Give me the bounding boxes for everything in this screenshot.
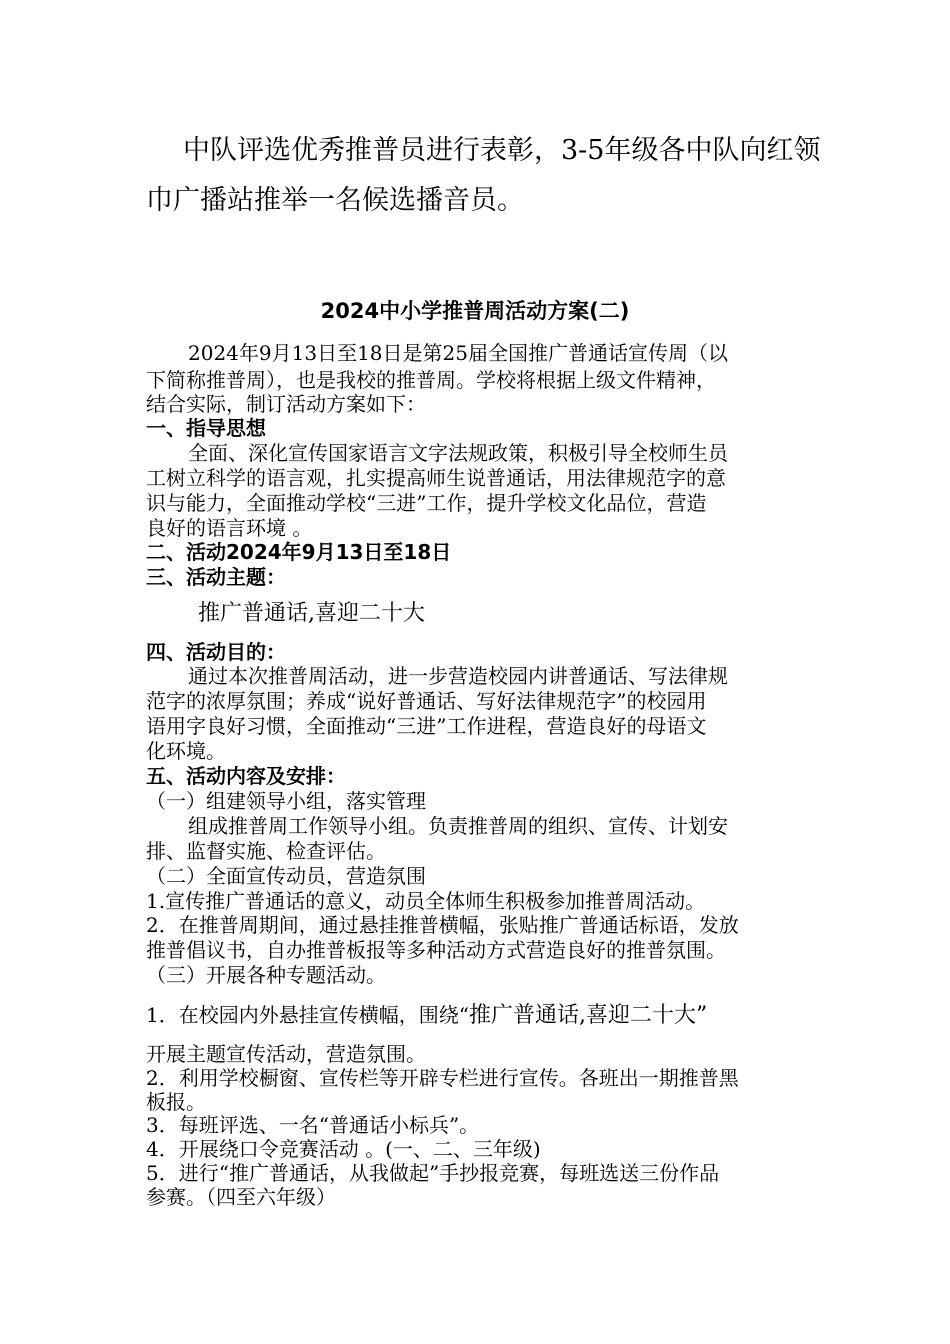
section-2-heading: 二、活动2024年9月13日至18日: [146, 540, 452, 564]
intro-line-2: 下简称推普周），也是我校的推普周。学校将根据上级文件精神，: [146, 368, 716, 392]
section-4-heading: 四、活动目的：: [146, 640, 286, 664]
section-1-line-3: 识与能力，全面推动学校“三进”工作，提升学校文化品位，营造: [146, 491, 707, 515]
subsection-1-line-1: 组成推普周工作领导小组。负责推普周的组织、宣传、计划安: [188, 814, 728, 838]
activity-item-5-cont: 参赛。（四至六年级）: [146, 1185, 336, 1209]
section-1-line-2: 工树立科学的语言观，扎实提高师生说普通话，用法律规范字的意: [146, 466, 726, 490]
intro-line-3: 结合实际，制订活动方案如下：: [146, 392, 426, 416]
section-1-line-1: 全面、深化宣传国家语言文字法规政策，积极引导全校师生员: [188, 441, 728, 465]
activity-item-1-text: 1．在校园内外悬挂宣传横幅，围绕“: [146, 1003, 469, 1027]
section-4-line-3: 语用字良好习惯，全面推动“三进”工作进程，营造良好的母语文: [146, 714, 707, 738]
subsection-2-heading: （二）全面宣传动员，营造氛围: [146, 864, 426, 888]
section-4-line-1: 通过本次推普周活动，进一步营造校园内讲普通话、写法律规: [188, 664, 728, 688]
subsection-3-heading: （三）开展各种专题活动。: [146, 963, 386, 987]
section-4-line-2: 范字的浓厚氛围；养成“说好普通话、写好法律规范字”的校园用: [146, 689, 707, 713]
continued-text-line-1: 中队评选优秀推普员进行表彰，3-5年级各中队向红领: [183, 135, 821, 166]
activity-item-2: 2．利用学校橱窗、宣传栏等开辟专栏进行宣传。各班出一期推普黑: [146, 1066, 739, 1090]
section-1-heading: 一、指导思想: [146, 416, 266, 440]
activity-item-4: 4．开展绕口令竞赛活动 。(一、二、三年级): [146, 1137, 541, 1161]
section-1-line-4: 良好的语言环境 。: [146, 516, 313, 540]
activity-theme: 推广普通话,喜迎二十大: [198, 601, 425, 626]
section-4-line-4: 化环境。: [146, 739, 226, 763]
subsection-1-heading: （一）组建领导小组，落实管理: [146, 789, 426, 813]
subsection-1-line-2: 排、监督实施、检查评估。: [146, 839, 386, 863]
intro-line-1: 2024年9月13日至18日是第25届全国推广普通话宣传周（以: [188, 341, 728, 365]
activity-item-2-cont: 板报。: [146, 1090, 206, 1114]
section-3-heading: 三、活动主题：: [146, 565, 286, 589]
section-5-heading: 五、活动内容及安排：: [146, 764, 346, 788]
activity-item-1-theme: 推广普通话,喜迎二十大”: [468, 1003, 708, 1028]
activity-item-5: 5．进行“推广普通话，从我做起”手抄报竞赛，每班选送三份作品: [146, 1161, 720, 1185]
subsection-2-line-1: 1.宣传推广普通话的意义，动员全体师生积极参加推普周活动。: [146, 889, 706, 913]
activity-item-3: 3．每班评选、一名“普通话小标兵”。: [146, 1113, 480, 1137]
subsection-2-line-2: 2．在推普周期间，通过悬挂推普横幅，张贴推广普通话标语，发放: [146, 913, 739, 937]
activity-item-1-cont: 开展主题宣传活动，营造氛围。: [146, 1042, 426, 1066]
continued-text-line-2: 巾广播站推举一名候选播音员。: [146, 185, 524, 216]
activity-item-1: [146, 1005, 707, 1027]
subsection-2-line-3: 推普倡议书，自办推普板报等多种活动方式营造良好的推普氛围。: [146, 938, 726, 962]
document-title: 2024中小学推普周活动方案(二): [320, 299, 630, 323]
